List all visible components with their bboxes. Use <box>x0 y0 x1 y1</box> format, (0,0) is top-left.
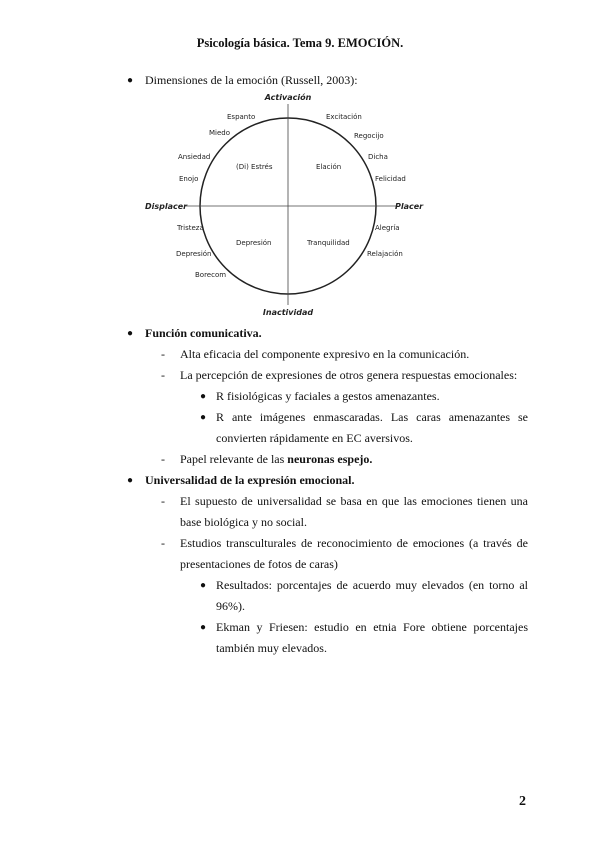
dash-marker: - <box>161 536 165 550</box>
axis-label-right: Placer <box>395 202 424 211</box>
list-item-continuation: presentaciones de fotos de caras) <box>180 557 338 571</box>
sub-list-item-continuation: también muy elevados. <box>216 641 327 655</box>
list-item: La percepción de expresiones de otros genera respuestas emocionales: <box>180 368 518 382</box>
emotion-label: Espanto <box>227 113 256 121</box>
list-item-continuation: base biológica y no social. <box>180 515 307 529</box>
list-item <box>180 451 372 467</box>
quadrant-label: (Di) Estrés <box>236 163 273 171</box>
axis-label-bottom: Inactividad <box>262 308 314 317</box>
list-item: El supuesto de universalidad se basa en que las emociones tienen una <box>180 494 528 508</box>
section-title-universalidad: Universalidad de la expresión emocional. <box>145 473 355 487</box>
bullet-icon: ● <box>127 475 134 486</box>
emotion-label: Felicidad <box>375 175 406 183</box>
bullet-icon: ● <box>200 622 207 633</box>
sub-list-item: Resultados: porcentajes de acuerdo muy elevados (en torno al <box>216 578 528 592</box>
emotion-label: Ansiedad <box>178 153 211 161</box>
bullet-icon: ● <box>200 391 207 402</box>
emotion-label: Enojo <box>179 175 199 183</box>
sub-list-item: R ante imágenes enmascaradas. Las caras amenazantes se <box>216 410 528 424</box>
sub-list-item-continuation: convierten rápidamente en EC aversivos. <box>216 431 413 445</box>
dash-marker: - <box>161 368 165 382</box>
section-title-comunicativa: Función comunicativa. <box>145 326 262 340</box>
emotion-label: Depresión <box>176 250 212 258</box>
emotion-label: Excitación <box>326 113 362 121</box>
list-item: Estudios transculturales de reconocimiento de emociones (a través de <box>180 536 528 550</box>
quadrant-label: Depresión <box>236 239 272 247</box>
list-item: Alta eficacia del componente expresivo en la comunicación. <box>180 347 470 361</box>
emotion-label: Regocijo <box>354 132 384 140</box>
sub-list-item: Ekman y Friesen: estudio en etnia Fore obtiene porcentajes <box>216 620 528 634</box>
intro-label: Dimensiones de la emoción (Russell, 2003): <box>145 73 358 87</box>
axis-label-top: Activación <box>264 93 312 102</box>
dash-marker: - <box>161 452 165 466</box>
bullet-icon: ● <box>200 412 207 423</box>
emotion-label: Dicha <box>368 153 388 161</box>
page-number: 2 <box>519 794 526 809</box>
neuronas-espejo-emphasis: neuronas espejo. <box>287 452 373 466</box>
emotion-label: Relajación <box>367 250 403 258</box>
page-header: Psicología básica. Tema 9. EMOCIÓN. <box>196 36 404 50</box>
bullet-icon: ● <box>127 75 134 86</box>
sub-list-item: R fisiológicas y faciales a gestos amenazantes. <box>216 389 440 403</box>
axis-label-left: Displacer <box>145 202 188 211</box>
emotion-label: Miedo <box>209 129 231 137</box>
dash-marker: - <box>161 494 165 508</box>
bullet-icon: ● <box>200 580 207 591</box>
quadrant-label: Tranquilidad <box>307 239 350 247</box>
quadrant-label: Elación <box>316 163 342 171</box>
emotion-label: Alegría <box>375 224 400 232</box>
list-item-text: Papel relevante de las <box>180 452 288 466</box>
bullet-icon: ● <box>127 328 134 339</box>
emotion-label: Tristeza <box>177 224 204 232</box>
emotion-label: Borecom <box>195 271 227 279</box>
dash-marker: - <box>161 347 165 361</box>
sub-list-item-continuation: 96%). <box>216 599 245 613</box>
